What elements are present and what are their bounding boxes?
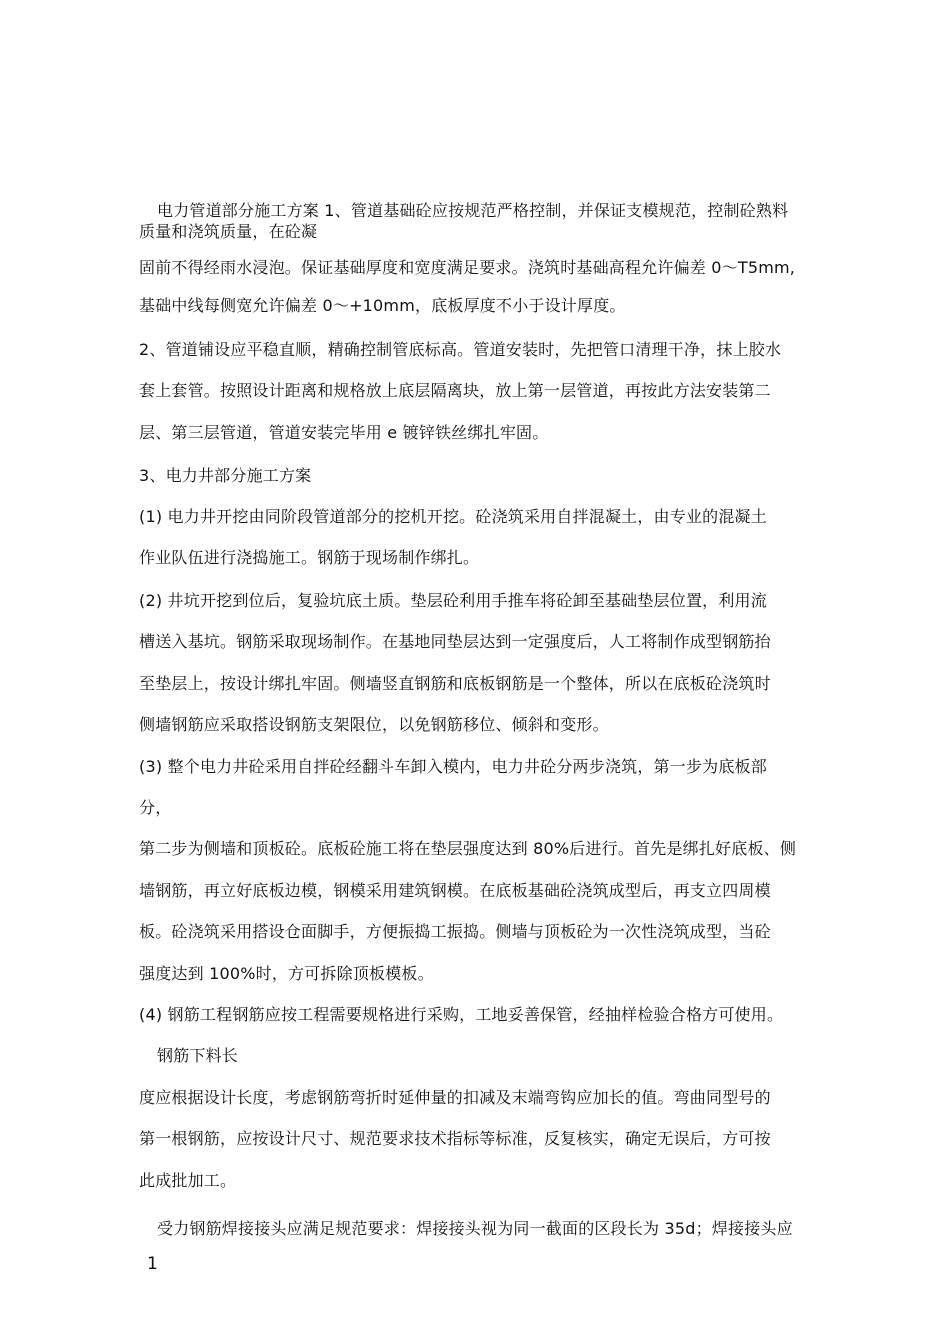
text-line-6: 套上套管。按照设计距离和规格放上底层隔离块，放上第一层管道，再按此方法安装第二 <box>139 381 771 400</box>
text-line-16: 分， <box>139 798 172 817</box>
text-line-12: 槽送入基坑。钢筋采取现场制作。在基地同垫层达到一定强度后，人工将制作成型钢筋抬 <box>139 632 771 651</box>
text-line-19: 板。砼浇筑采用搭设仓面脚手，方便振捣工振捣。侧墙与顶板砼为一次性浇筑成型，当砼 <box>139 922 771 941</box>
text-line-23: 度应根据设计长度，考虑钢筋弯折时延伸量的扣减及末端弯钩应加长的值。弯曲同型号的 <box>139 1088 771 1107</box>
text-line-1: 电力管道部分施工方案 1、管道基础砼应按规范严格控制，并保证支模规范，控制砼熟料 <box>157 201 789 220</box>
text-line-13: 至垫层上，按设计绑扎牢固。侧墙竖直钢筋和底板钢筋是一个整体，所以在底板砼浇筑时 <box>139 674 771 693</box>
text-line-17: 第二步为侧墙和顶板砼。底板砼施工将在垫层强度达到 80%后进行。首先是绑扎好底板、侧 <box>139 839 797 858</box>
text-line-2: 质量和浇筑质量，在砼凝 <box>139 222 318 241</box>
text-line-5: 2、管道铺设应平稳直顺，精确控制管底标高。管道安装时，先把管口清理干净，抹上胶水 <box>139 340 782 359</box>
text-line-22: 钢筋下料长 <box>157 1046 239 1065</box>
text-line-25: 此成批加工。 <box>139 1171 237 1190</box>
text-line-18: 墙钢筋，再立好底板边模，钢模采用建筑钢模。在底板基础砼浇筑成型后，再支立四周模 <box>139 881 771 900</box>
text-line-11: (2) 井坑开挖到位后，复验坑底土质。垫层砼利用手推车将砼卸至基础垫层位置，利用流 <box>139 591 767 610</box>
text-line-20: 强度达到 100%时，方可拆除顶板模板。 <box>139 964 434 983</box>
text-line-24: 第一根钢筋，应按设计尺寸、规范要求技术指标等标准，反复核实，确定无误后，方可按 <box>139 1129 771 1148</box>
text-line-8: 3、电力井部分施工方案 <box>139 466 312 485</box>
page-number: 1 <box>147 1254 158 1274</box>
text-line-10: 作业队伍进行浇捣施工。钢筋于现场制作绑扎。 <box>139 548 480 567</box>
text-line-26: 受力钢筋焊接接头应满足规范要求：焊接接头视为同一截面的区段长为 35d；焊接接头应 <box>157 1219 793 1238</box>
text-line-7: 层、第三层管道，管道安装完毕用 e 镀锌铁丝绑扎牢固。 <box>139 423 549 442</box>
text-line-14: 侧墙钢筋应采取搭设钢筋支架限位，以免钢筋移位、倾斜和变形。 <box>139 715 609 734</box>
text-line-15: (3) 整个电力井砼采用自拌砼经翻斗车卸入模内，电力井砼分两步浇筑，第一步为底板部 <box>139 757 767 776</box>
text-line-3: 固前不得经雨水浸泡。保证基础厚度和宽度满足要求。浇筑时基础高程允许偏差 0～T5mm, <box>139 258 796 277</box>
text-line-4: 基础中线每侧宽允许偏差 0～+10mm，底板厚度不小于设计厚度。 <box>139 296 626 315</box>
text-line-21: (4) 钢筋工程钢筋应按工程需要规格进行采购，工地妥善保管，经抽样检验合格方可使用。 <box>139 1005 784 1024</box>
text-line-9: (1) 电力井开挖由同阶段管道部分的挖机开挖。砼浇筑采用自拌混凝土，由专业的混凝土 <box>139 507 767 526</box>
